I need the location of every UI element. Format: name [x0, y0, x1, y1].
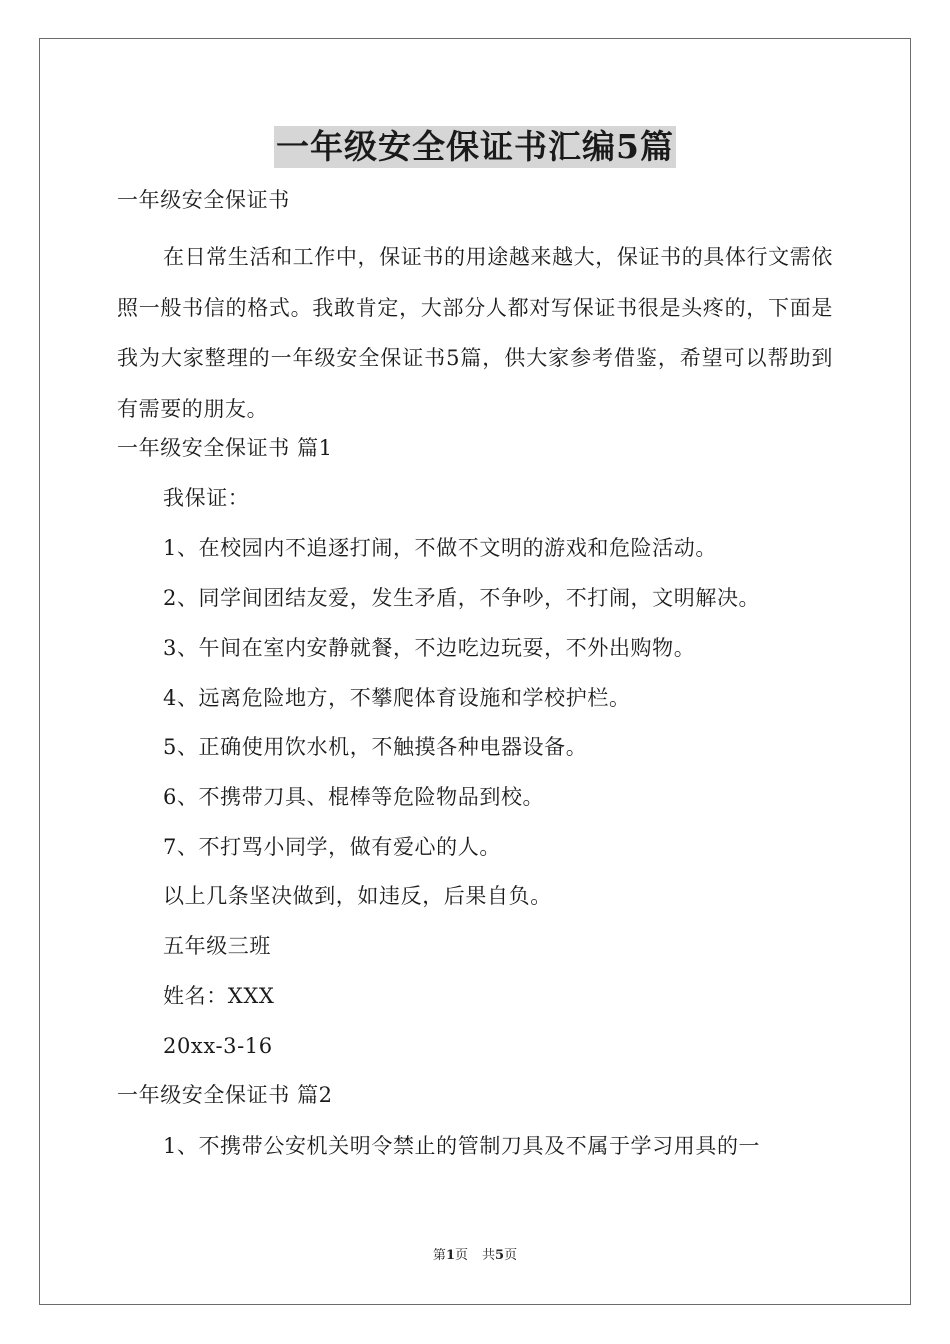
- title-container: [0, 126, 950, 168]
- list-item: 1、在校园内不追逐打闹，不做不文明的游戏和危险活动。: [163, 536, 717, 560]
- closing-statement: 以上几条坚决做到，如违反，后果自负。: [163, 884, 552, 908]
- footer-total-suffix: 页: [504, 1248, 518, 1263]
- list-item: 5、正确使用饮水机，不触摸各种电器设备。: [163, 735, 588, 759]
- class-name: 五年级三班: [163, 934, 271, 958]
- part1-heading: 一年级安全保证书 篇1: [117, 436, 333, 460]
- signature-line: 姓名：XXX: [163, 984, 275, 1008]
- date-line: 20xx-3-16: [163, 1034, 273, 1058]
- footer-page-prefix: 第: [432, 1248, 446, 1263]
- list-item: 3、午间在室内安静就餐，不边吃边玩耍，不外出购物。: [163, 636, 696, 660]
- pledge-label: 我保证：: [163, 486, 250, 510]
- list-item: 2、同学间团结友爱，发生矛盾，不争吵，不打闹，文明解决。: [163, 586, 761, 610]
- intro-paragraph: 在日常生活和工作中，保证书的用途越来越大，保证书的具体行文需依照一般书信的格式。我敢肯定，大部分人都对写保证书很是头疼的，下面是我为大家整理的一年级安全保证书5篇，供大家参考借鉴，希望可以帮助到有需要的朋友。: [117, 245, 833, 421]
- footer-total-pages: 5: [495, 1248, 505, 1263]
- page-footer: [0, 1247, 950, 1265]
- document-title: 一年级安全保证书汇编5篇: [276, 127, 674, 166]
- footer-total-prefix: 共: [482, 1248, 496, 1263]
- list-item: 7、不打骂小同学，做有爱心的人。: [163, 835, 501, 859]
- part2-heading: 一年级安全保证书 篇2: [117, 1083, 333, 1107]
- page-border: [39, 38, 911, 1305]
- part2-first-line: 1、不携带公安机关明令禁止的管制刀具及不属于学习用具的一: [163, 1134, 761, 1158]
- footer-page-number: 1: [445, 1248, 455, 1263]
- list-item: 4、远离危险地方，不攀爬体育设施和学校护栏。: [163, 686, 631, 710]
- section-heading: 一年级安全保证书: [117, 188, 290, 212]
- list-item: 6、不携带刀具、棍棒等危险物品到校。: [163, 785, 545, 809]
- footer-page-suffix: 页: [454, 1248, 468, 1263]
